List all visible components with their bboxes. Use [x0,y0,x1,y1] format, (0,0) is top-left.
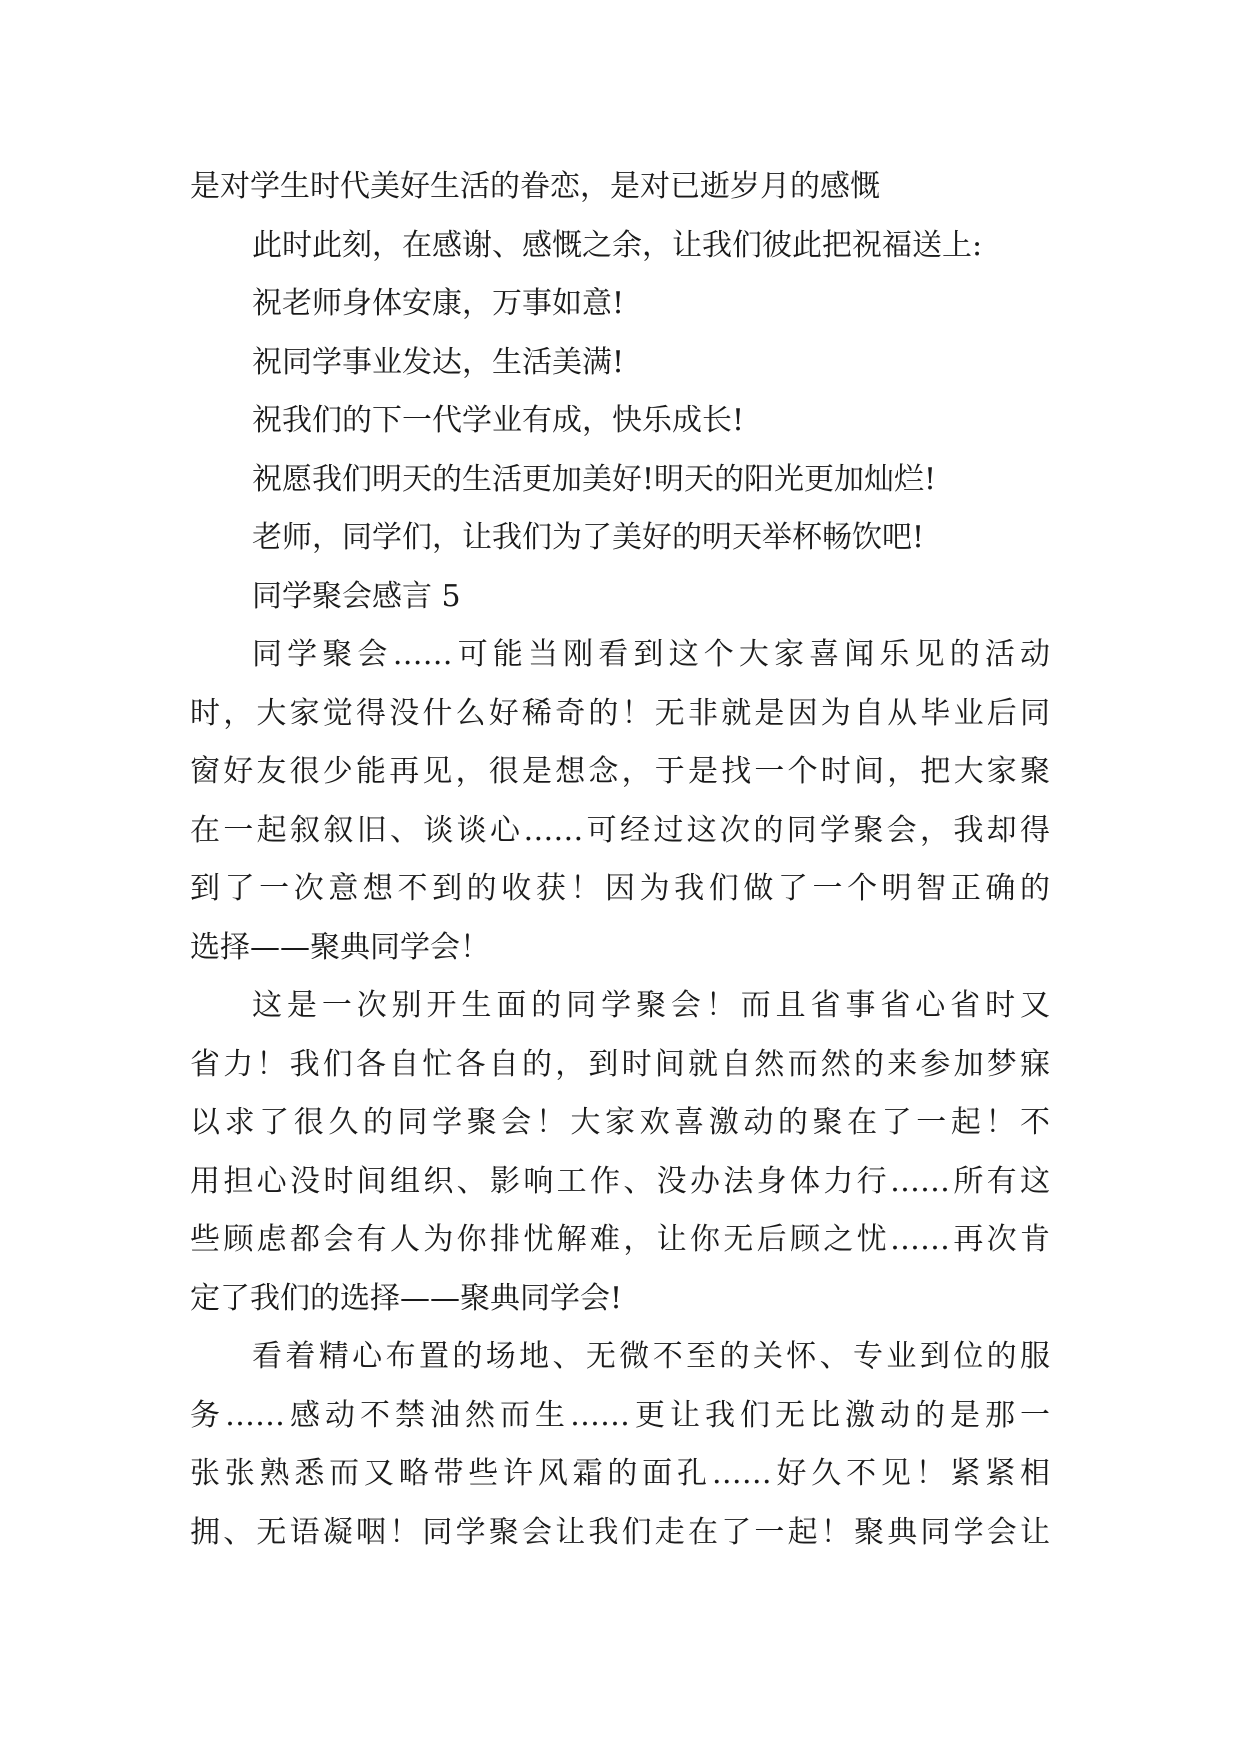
text-line: 省力！我们各自忙各自的，到时间就自然而然的来参加梦寐 [190,1046,1050,1082]
text-line: 祝老师身体安康，万事如意! [252,286,625,321]
document-body [190,158,1050,1562]
text-line: 老师，同学们，让我们为了美好的明天举杯畅饮吧! [252,520,925,555]
section-heading: 同学聚会感言 5 [252,578,461,614]
text-line: 以求了很久的同学聚会！大家欢喜激动的聚在了一起！不 [190,1105,1050,1140]
text-line: 到了一次意想不到的收获！因为我们做了一个明智正确的 [190,871,1050,906]
text-line: 这是一次别开生面的同学聚会！而且省事省心省时又 [252,988,1050,1023]
text-line: 祝同学事业发达，生活美满! [252,344,625,380]
text-line: 此时此刻，在感谢、感慨之余，让我们彼此把祝福送上: [252,227,983,263]
text-line: 拥、无语凝咽！同学聚会让我们走在了一起！聚典同学会让 [190,1514,1050,1550]
text-line: 选择——聚典同学会！ [190,929,490,965]
text-line: 祝愿我们明天的生活更加美好!明天的阳光更加灿烂! [252,461,937,497]
text-line: 些顾虑都会有人为你排忧解难，让你无后顾之忧……再次肯 [190,1222,1050,1257]
text-line: 定了我们的选择——聚典同学会! [190,1280,623,1316]
text-line: 张张熟悉而又略带些许风霜的面孔……好久不见！紧紧相 [190,1456,1050,1491]
text-line: 用担心没时间组织、影响工作、没办法身体力行……所有这 [190,1163,1050,1199]
text-line: 祝我们的下一代学业有成，快乐成长! [252,403,745,438]
text-line: 在一起叙叙旧、谈谈心……可经过这次的同学聚会，我却得 [190,812,1050,848]
text-line: 同学聚会……可能当刚看到这个大家喜闻乐见的活动 [252,637,1050,672]
text-line: 务……感动不禁油然而生……更让我们无比激动的是那一 [190,1397,1050,1433]
text-line: 时，大家觉得没什么好稀奇的！无非就是因为自从毕业后同 [190,695,1050,731]
text-line: 窗好友很少能再见，很是想念，于是找一个时间，把大家聚 [190,754,1050,789]
text-line: 看着精心布置的场地、无微不至的关怀、专业到位的服 [252,1339,1050,1374]
text-line: 是对学生时代美好生活的眷恋，是对已逝岁月的感慨 [190,169,880,204]
